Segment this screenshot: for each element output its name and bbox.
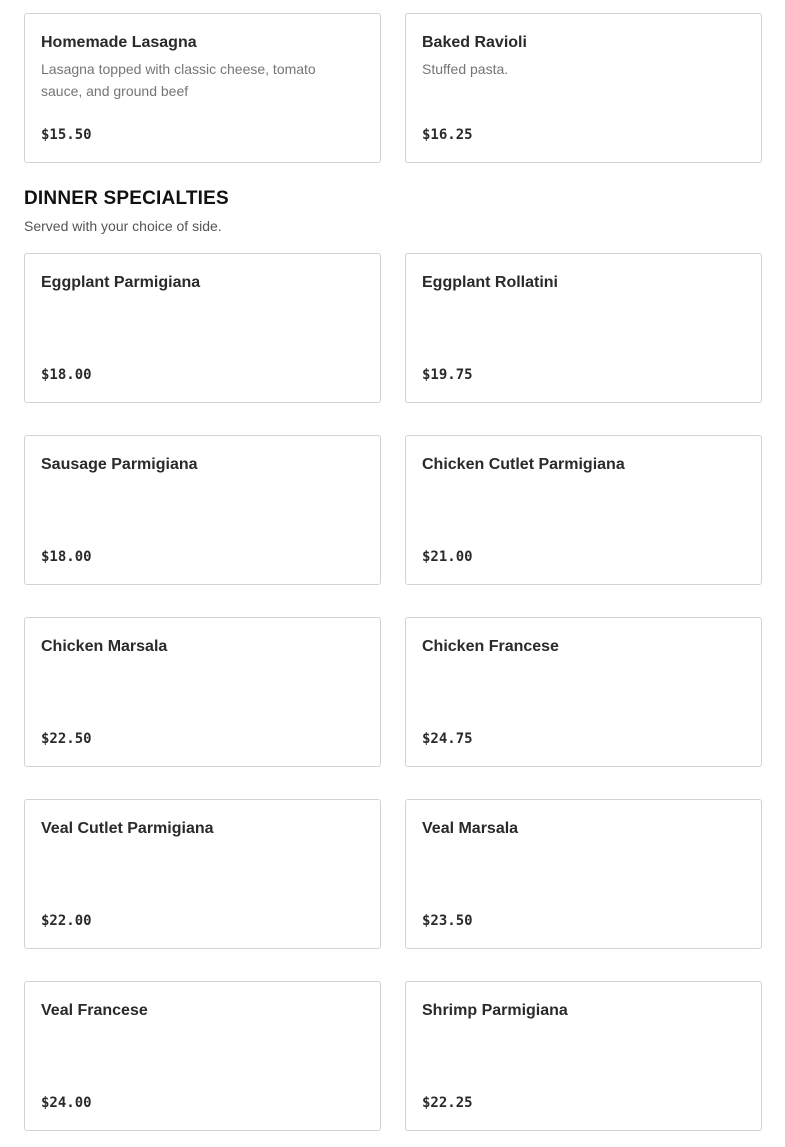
menu-item-price: $18.00	[41, 549, 92, 565]
menu-item-card[interactable]	[405, 253, 762, 403]
menu-item-price: $19.75	[422, 367, 473, 383]
menu-item-card[interactable]	[24, 799, 381, 949]
menu-item-price: $23.50	[422, 913, 473, 929]
menu-item-card[interactable]	[24, 617, 381, 767]
menu-item-card[interactable]	[405, 435, 762, 585]
menu-item-name: Chicken Marsala	[41, 638, 168, 655]
menu-item-price: $24.00	[41, 1095, 92, 1111]
menu-item-price: $22.50	[41, 731, 92, 747]
menu-item-description: Lasagna topped with classic cheese, tomato sauce, and ground beef	[41, 61, 316, 99]
menu-item-card[interactable]	[24, 435, 381, 585]
menu-item-name: Eggplant Rollatini	[422, 274, 558, 291]
menu-item-price: $22.25	[422, 1095, 473, 1111]
menu-item-name: Homemade Lasagna	[41, 34, 197, 51]
menu-item-name: Chicken Francese	[422, 638, 559, 655]
menu-item-name: Veal Francese	[41, 1002, 148, 1019]
menu-item-price: $18.00	[41, 367, 92, 383]
menu-item-name: Sausage Parmigiana	[41, 456, 198, 473]
menu-item-card[interactable]	[24, 253, 381, 403]
menu-item-name: Eggplant Parmigiana	[41, 274, 201, 291]
menu-item-card[interactable]	[405, 617, 762, 767]
section-title: DINNER SPECIALTIES	[24, 188, 229, 209]
menu-item-card[interactable]	[405, 799, 762, 949]
menu-item-name: Veal Cutlet Parmigiana	[41, 820, 214, 837]
menu-item-price: $21.00	[422, 549, 473, 565]
menu-item-card[interactable]	[24, 13, 381, 163]
section-subtitle: Served with your choice of side.	[24, 218, 222, 234]
menu-item-name: Shrimp Parmigiana	[422, 1002, 568, 1019]
menu-item-name: Chicken Cutlet Parmigiana	[422, 456, 625, 473]
menu-item-card[interactable]	[24, 981, 381, 1131]
menu-item-card[interactable]	[405, 13, 762, 163]
menu-item-price: $16.25	[422, 127, 473, 143]
menu-item-price: $15.50	[41, 127, 92, 143]
menu-item-name: Veal Marsala	[422, 820, 519, 837]
menu-item-name: Baked Ravioli	[422, 34, 527, 51]
menu-item-card[interactable]	[405, 981, 762, 1131]
menu-item-description: Stuffed pasta.	[422, 61, 509, 77]
menu-item-price: $24.75	[422, 731, 473, 747]
menu-item-price: $22.00	[41, 913, 92, 929]
